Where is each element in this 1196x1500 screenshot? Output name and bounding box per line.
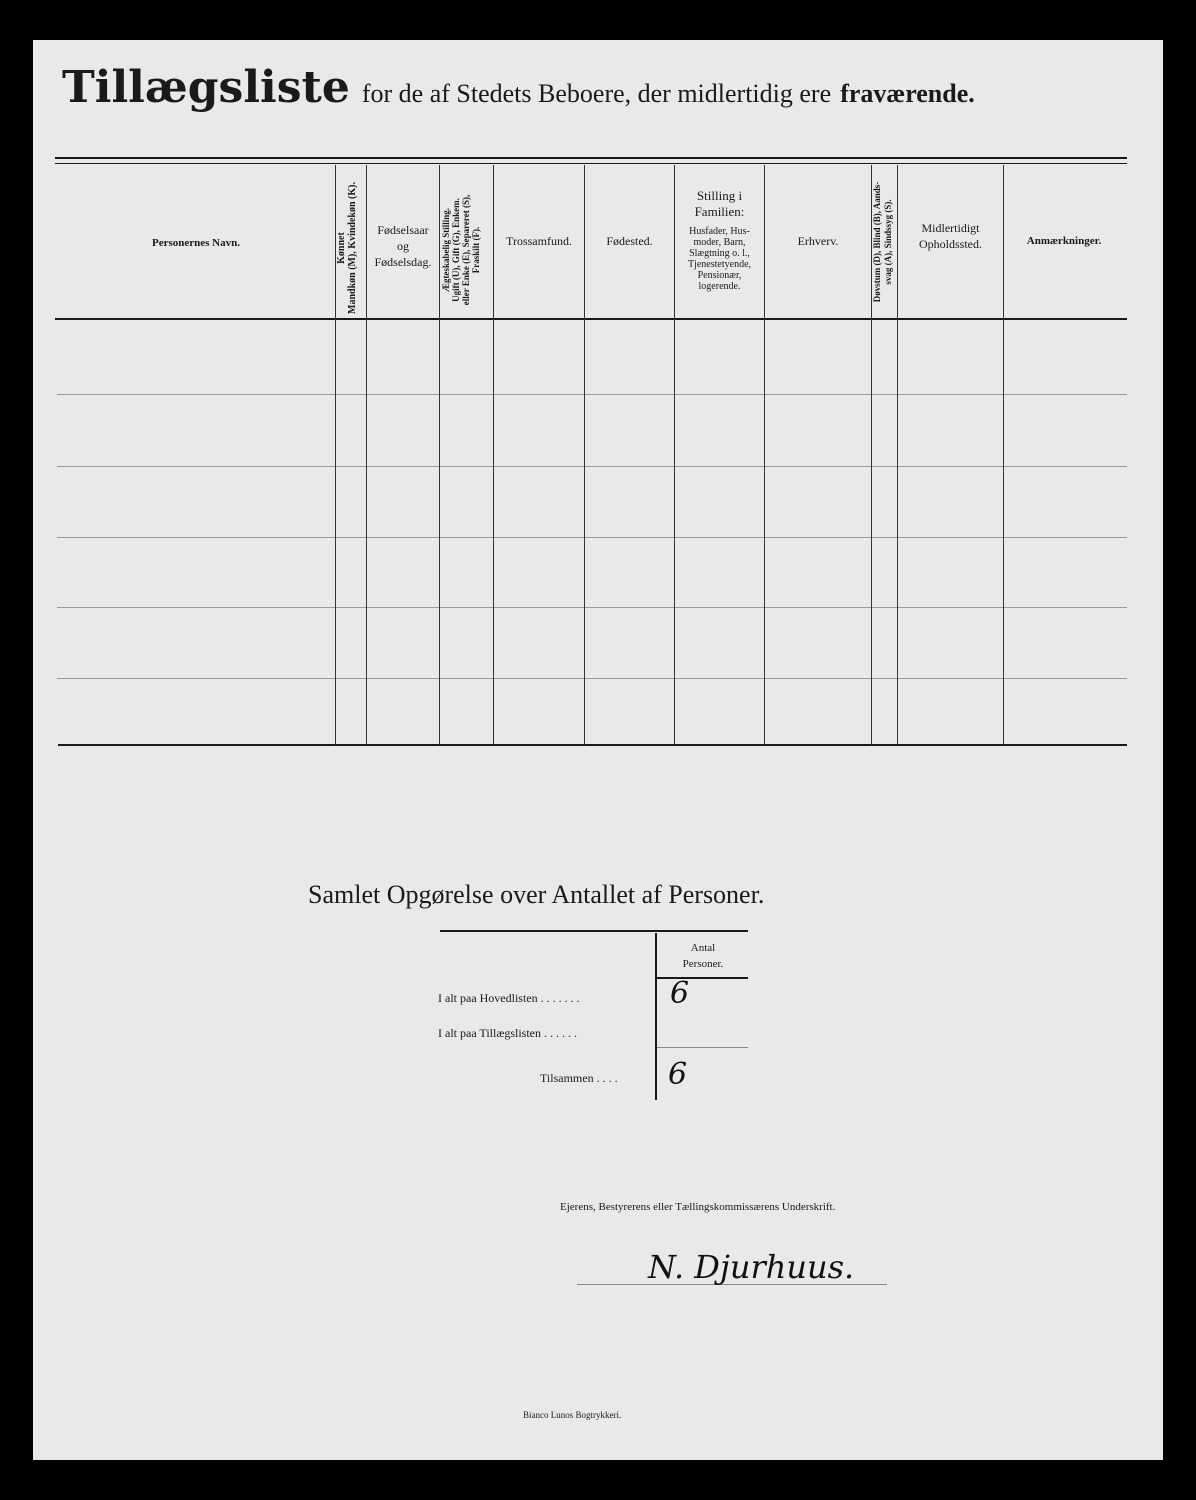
summary-title: Samlet Opgørelse over Antallet af Personer. [308,880,765,909]
header-occupation: Erhverv. [797,234,839,248]
table-row [57,537,1127,538]
column-divider [897,165,898,745]
table-row [57,466,1127,467]
table-top-rule [55,157,1127,159]
table-top-rule-thin [55,163,1127,164]
summary-row-value: 6 [670,976,690,1011]
title-main: Tillægsliste [62,62,350,113]
header-marital: Ægteskabelig Stilling. Ugift (U), Gift (G), Enkem. eller Enke (E), Separeret (S), Fraskilt (F). [441,194,481,306]
column-divider [764,165,765,745]
column-divider [366,165,367,745]
form-title [62,62,975,113]
printer-imprint: Bianco Lunos Bogtrykkeri. [523,1410,622,1420]
header-names: Personernes Navn. [152,237,240,249]
title-emphasis: fraværende. [840,79,975,108]
table-header-rule [55,318,1127,320]
header-birth: Fødselsaar og Fødselsdag. [374,223,432,269]
header-sex: Kønnet Mandkøn (M), Kvindekøn (K). [336,182,358,314]
summary-divider [655,933,657,1100]
header-disability: Døvstum (D), Blind (B), Aands- svag (A), Sindssyg (S). [872,181,893,303]
summary-top-rule [440,930,748,932]
signature-label: Ejerens, Bestyrerens eller Tællingskommissærens Underskrift. [560,1201,836,1213]
column-divider [439,165,440,745]
summary-subtotal-rule [657,1047,748,1048]
table-row [57,678,1127,679]
summary-row-label: Tilsammen . . . . [540,1071,618,1085]
header-family-title: Stilling i Familien: [694,188,745,219]
table-row [57,607,1127,608]
column-divider [1003,165,1004,745]
header-residence: Midlertidigt Opholdssted. [919,221,982,251]
summary-row-label: I alt paa Hovedlisten . . . . . . . [438,991,580,1005]
signature-handwriting: N. Djurhuus. [648,1248,855,1286]
table-bottom-rule [58,744,1127,746]
header-religion: Trossamfund. [506,234,572,248]
summary-row-value: 6 [668,1057,688,1092]
header-family-detail: Husfader, Hus- moder, Barn, Slægtning o. l., Tjenestetyende, Pensionær, logerende. [687,226,752,292]
header-remarks: Anmærkninger. [1026,235,1102,247]
title-subtitle: for de af Stedets Beboere, der midlertidig ere [361,79,832,108]
census-form-sheet [33,40,1163,1460]
summary-row-label: I alt paa Tillægslisten . . . . . . [438,1026,578,1040]
table-row [57,394,1127,395]
column-divider [584,165,585,745]
header-birthplace: Fødested. [606,234,653,248]
summary-col-header: Antal Personer. [682,942,724,970]
column-divider [493,165,494,745]
